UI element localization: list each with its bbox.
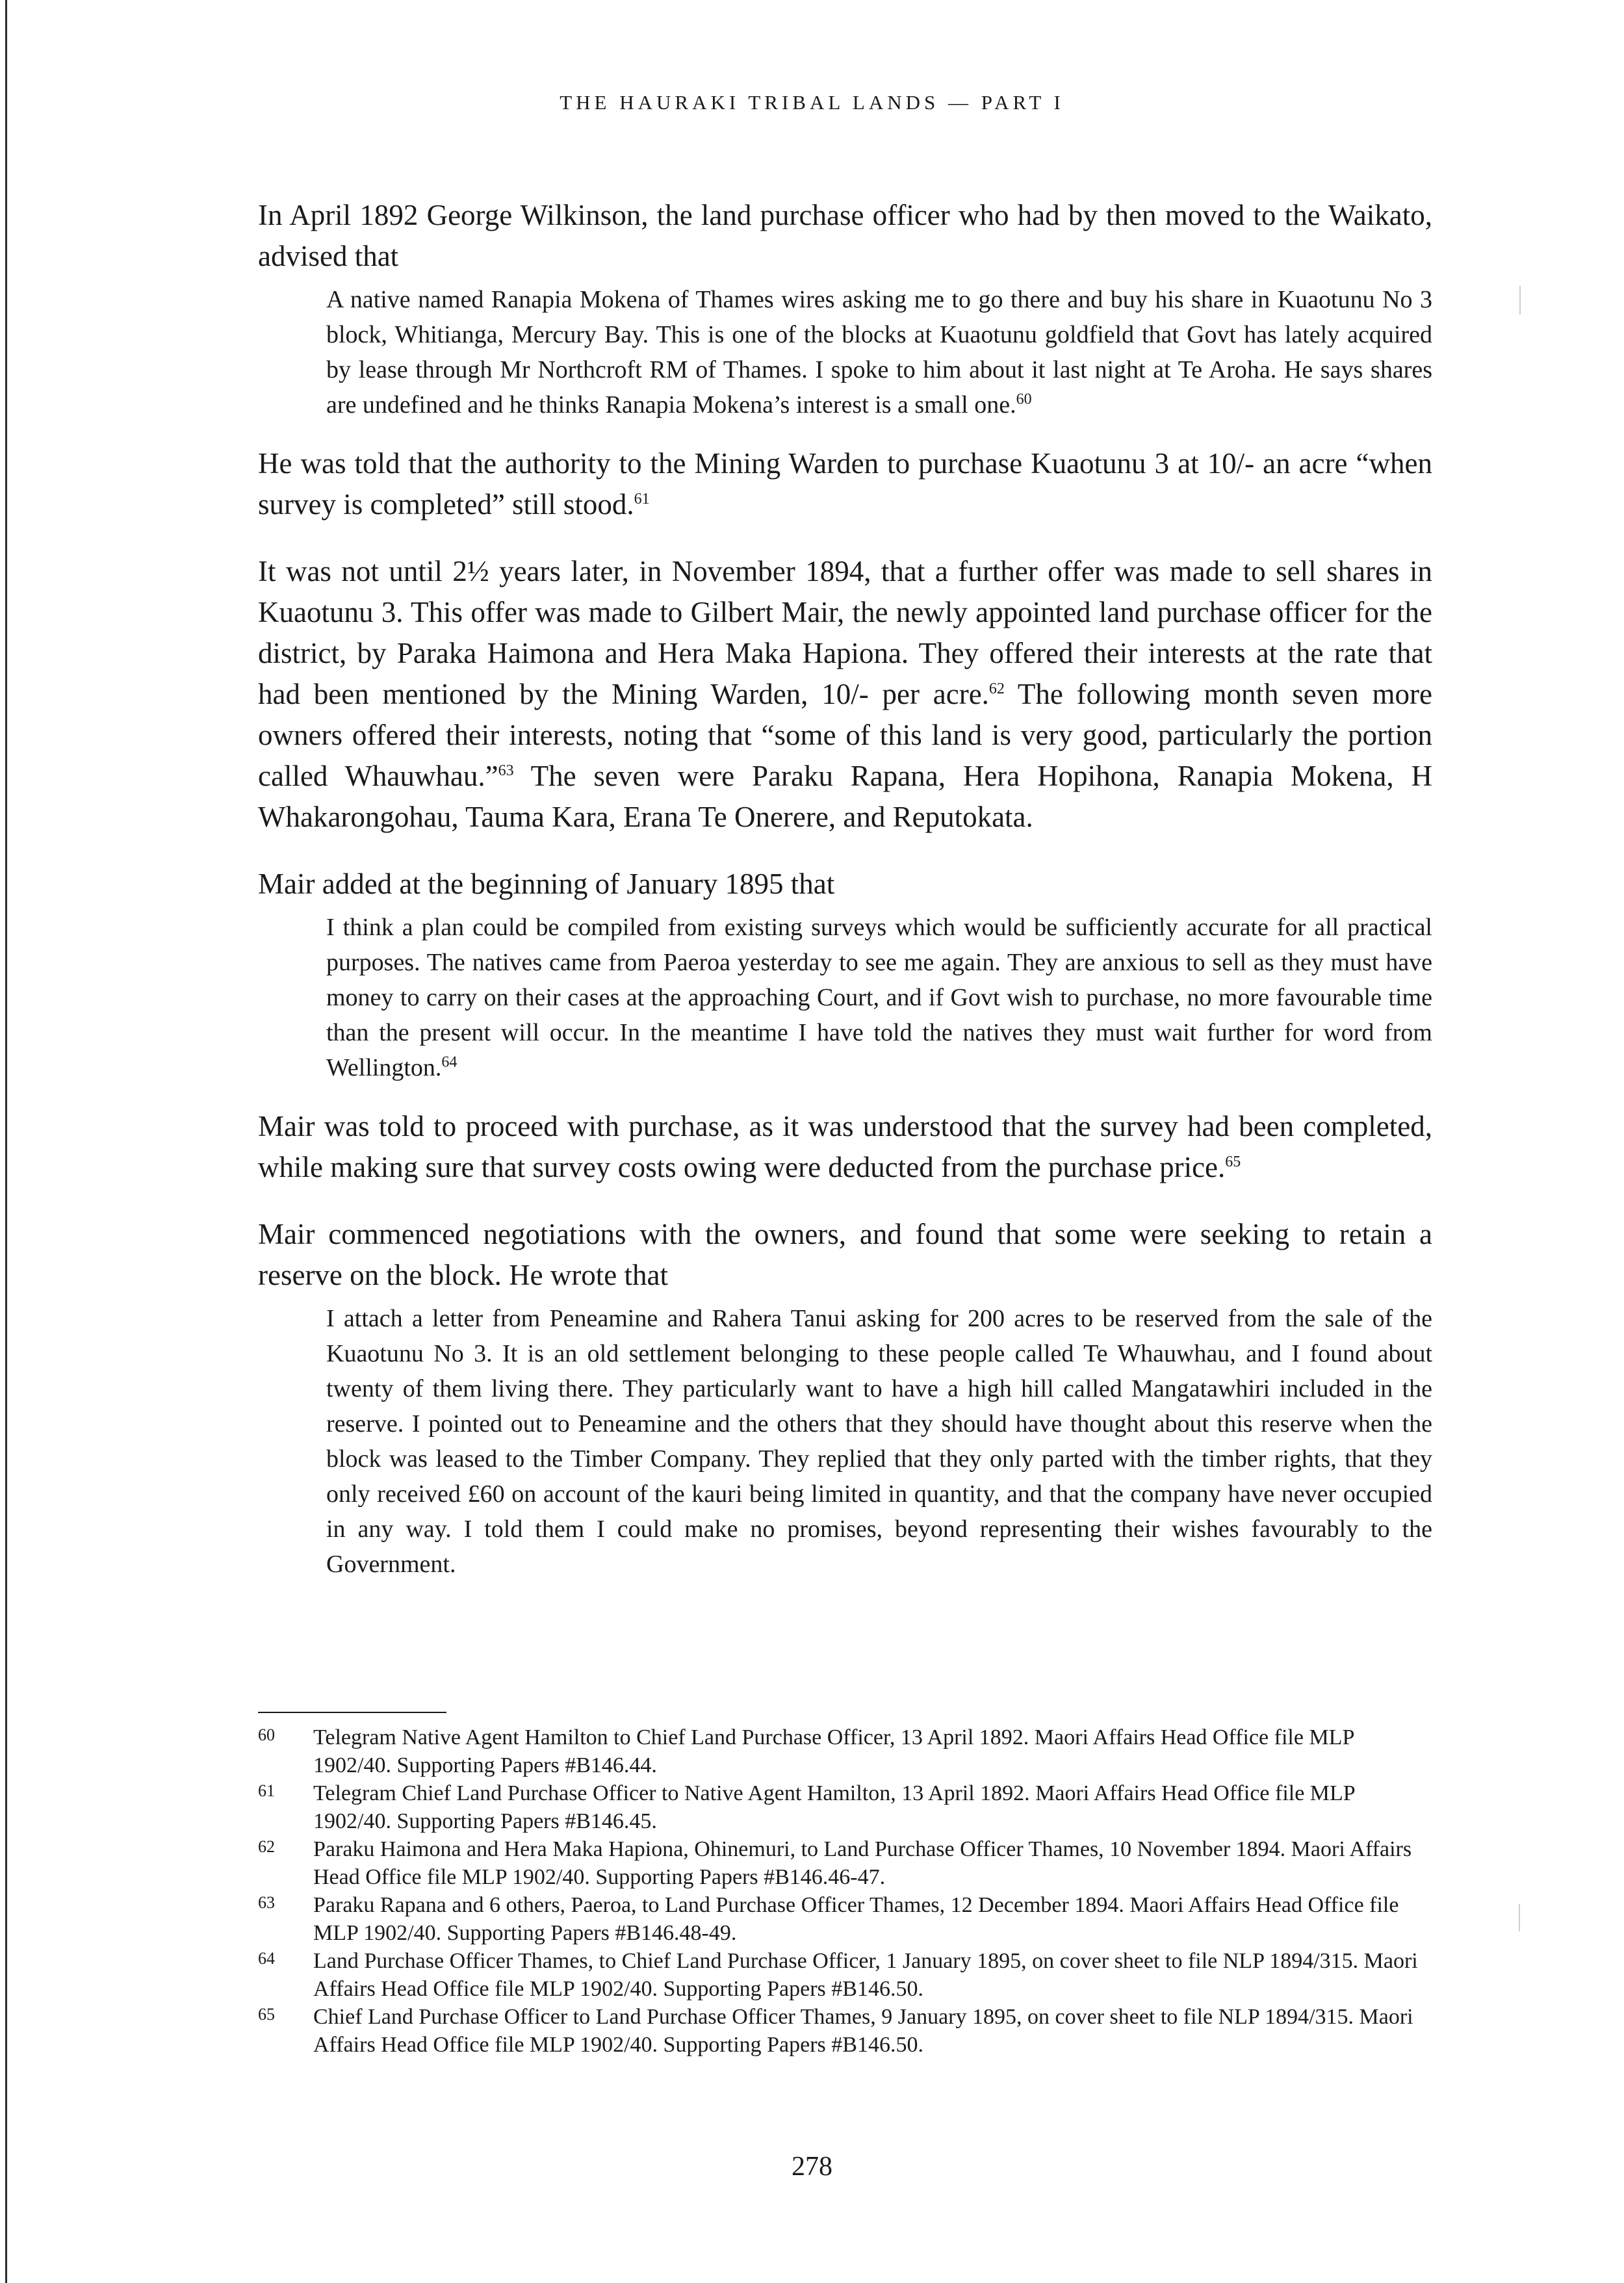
paragraph-6: Mair commenced negotiations with the owners, and found that some were seeking to retain a reserve on the block. He wrote that [258,1218,1432,1291]
scan-speck [1519,286,1521,315]
footnote-number: 62 [258,1837,275,1856]
footnote-63 [258,1891,1432,1947]
running-head: THE HAURAKI TRIBAL LANDS — PART I [560,91,1064,114]
footnote-ref-65: 65 [1225,1154,1241,1170]
block-quote-1 [326,282,1432,422]
paragraph-4: Mair added at the beginning of January 1895 that [258,868,835,900]
paragraph-2 [258,443,1432,525]
footnote-number: 64 [258,1949,275,1968]
paragraph-5-text: Mair was told to proceed with purchase, as it was understood that the survey had been completed, while making sure that survey costs owing were deducted from the purchase price. [258,1110,1432,1183]
scan-edge-line [5,0,7,2283]
footnote-61 [258,1779,1432,1835]
footnote-text: Paraku Rapana and 6 others, Paeroa, to Land Purchase Officer Thames, 12 December 1894. Maori Affairs Head Office file MLP 1902/40. Supporting Papers #B146.48-49. [313,1893,1399,1945]
main-text [258,195,1432,1582]
footnote-text: Telegram Native Agent Hamilton to Chief Land Purchase Officer, 13 April 1892. Maori Affairs Head Office file MLP 1902/40. Supporting Papers #B146.44. [313,1725,1354,1777]
paragraph-1: In April 1892 George Wilkinson, the land purchase officer who had by then moved to the Waikato, advised that [258,199,1432,272]
footnote-60 [258,1723,1432,1779]
scan-speck [1519,1904,1520,1931]
footnote-text: Land Purchase Officer Thames, to Chief Land Purchase Officer, 1 January 1895, on cover sheet to file NLP 1894/315. Maori Affairs Head Office file MLP 1902/40. Supporting Papers #B146.50. [313,1949,1418,2001]
page-number: 278 [792,2152,832,2182]
footnote-ref-61: 61 [634,491,650,508]
paragraph-3 [258,551,1432,838]
footnotes [258,1723,1432,2059]
footnote-number: 60 [258,1725,275,1744]
footnote-text: Paraku Haimona and Hera Maka Hapiona, Ohinemuri, to Land Purchase Officer Thames, 10 November 1894. Maori Affairs Head Office file MLP 1902/40. Supporting Papers #B146.46-47. [313,1837,1412,1889]
footnote-text: Chief Land Purchase Officer to Land Purchase Officer Thames, 9 January 1895, on cover sheet to file NLP 1894/315. Maori Affairs Head Office file MLP 1902/40. Supporting Papers #B146.50. [313,2005,1413,2057]
footnote-number: 63 [258,1893,275,1912]
footnote-number: 61 [258,1781,275,1800]
footnote-divider [258,1712,446,1713]
paragraph-2-text: He was told that the authority to the Mining Warden to purchase Kuaotunu 3 at 10/- an acre “when survey is completed” still stood. [258,447,1432,521]
paragraph-3-text-c: The seven were Paraku Rapana, Hera Hopihona, Ranapia Mokena, H Whakarongohau, Tauma Kara, Erana Te Onerere, and Reputokata. [258,760,1432,833]
block-quote-1-text: A native named Ranapia Mokena of Thames wires asking me to go there and buy his share in Kuaotunu No 3 block, Whitianga, Mercury Bay. This is one of the blocks at Kuaotunu goldfield that Govt has lately acquired by lease through Mr Northcroft RM of Thames. I spoke to him about it last night at Te Aroha. He says shares are undefined and he thinks Ranapia Mokena’s interest is a small one. [326,286,1432,419]
paragraph-3-text-a: It was not until 2½ years later, in November 1894, that a further offer was made to sell shares in Kuaotunu 3. This offer was made to Gilbert Mair, the newly appointed land purchase officer for the district, by Paraka Haimona and Hera Maka Hapiona. They offered their interests at the rate that had been mentioned by the Mining Warden, 10/- per acre. [258,555,1432,710]
paragraph-3-text-b: The following month seven more owners offered their interests, noting that “some of this land is very good, particularly the portion called Whauwhau.” [258,678,1432,792]
footnote-64 [258,1947,1432,2003]
footnote-62 [258,1835,1432,1891]
footnote-ref-60: 60 [1016,391,1032,408]
footnote-ref-62: 62 [988,680,1005,697]
footnote-ref-64: 64 [441,1053,458,1071]
block-quote-2 [326,910,1432,1085]
footnote-number: 65 [258,2005,275,2024]
footnote-65 [258,2003,1432,2059]
block-quote-3: I attach a letter from Peneamine and Rahera Tanui asking for 200 acres to be reserved from the sale of the Kuaotunu No 3. It is an old settlement belonging to these people called Te Whauwhau, and I found about twenty of them living there. They particularly want to have a high hill called Mangatawhiri included in the reserve. I pointed out to Peneamine and the others that they should have thought about this reserve when the block was leased to the Timber Company. They replied that they only parted with the timber rights, that they only received £60 on account of the kauri being limited in quantity, and that the company have never occupied in any way. I told them I could make no promises, beyond representing their wishes favourably to the Government. [326,1305,1432,1578]
footnote-text: Telegram Chief Land Purchase Officer to Native Agent Hamilton, 13 April 1892. Maori Affairs Head Office file MLP 1902/40. Supporting Papers #B146.45. [313,1781,1355,1833]
paragraph-5 [258,1106,1432,1188]
footnote-ref-63: 63 [498,762,514,779]
block-quote-2-text: I think a plan could be compiled from existing surveys which would be sufficiently accurate for all practical purposes. The natives came from Paeroa yesterday to see me again. They are anxious to sell as they must have money to carry on their cases at the approaching Court, and if Govt wish to purchase, no more favourable time than the present will occur. In the meantime I have told the natives they must wait further for word from Wellington. [326,914,1432,1081]
